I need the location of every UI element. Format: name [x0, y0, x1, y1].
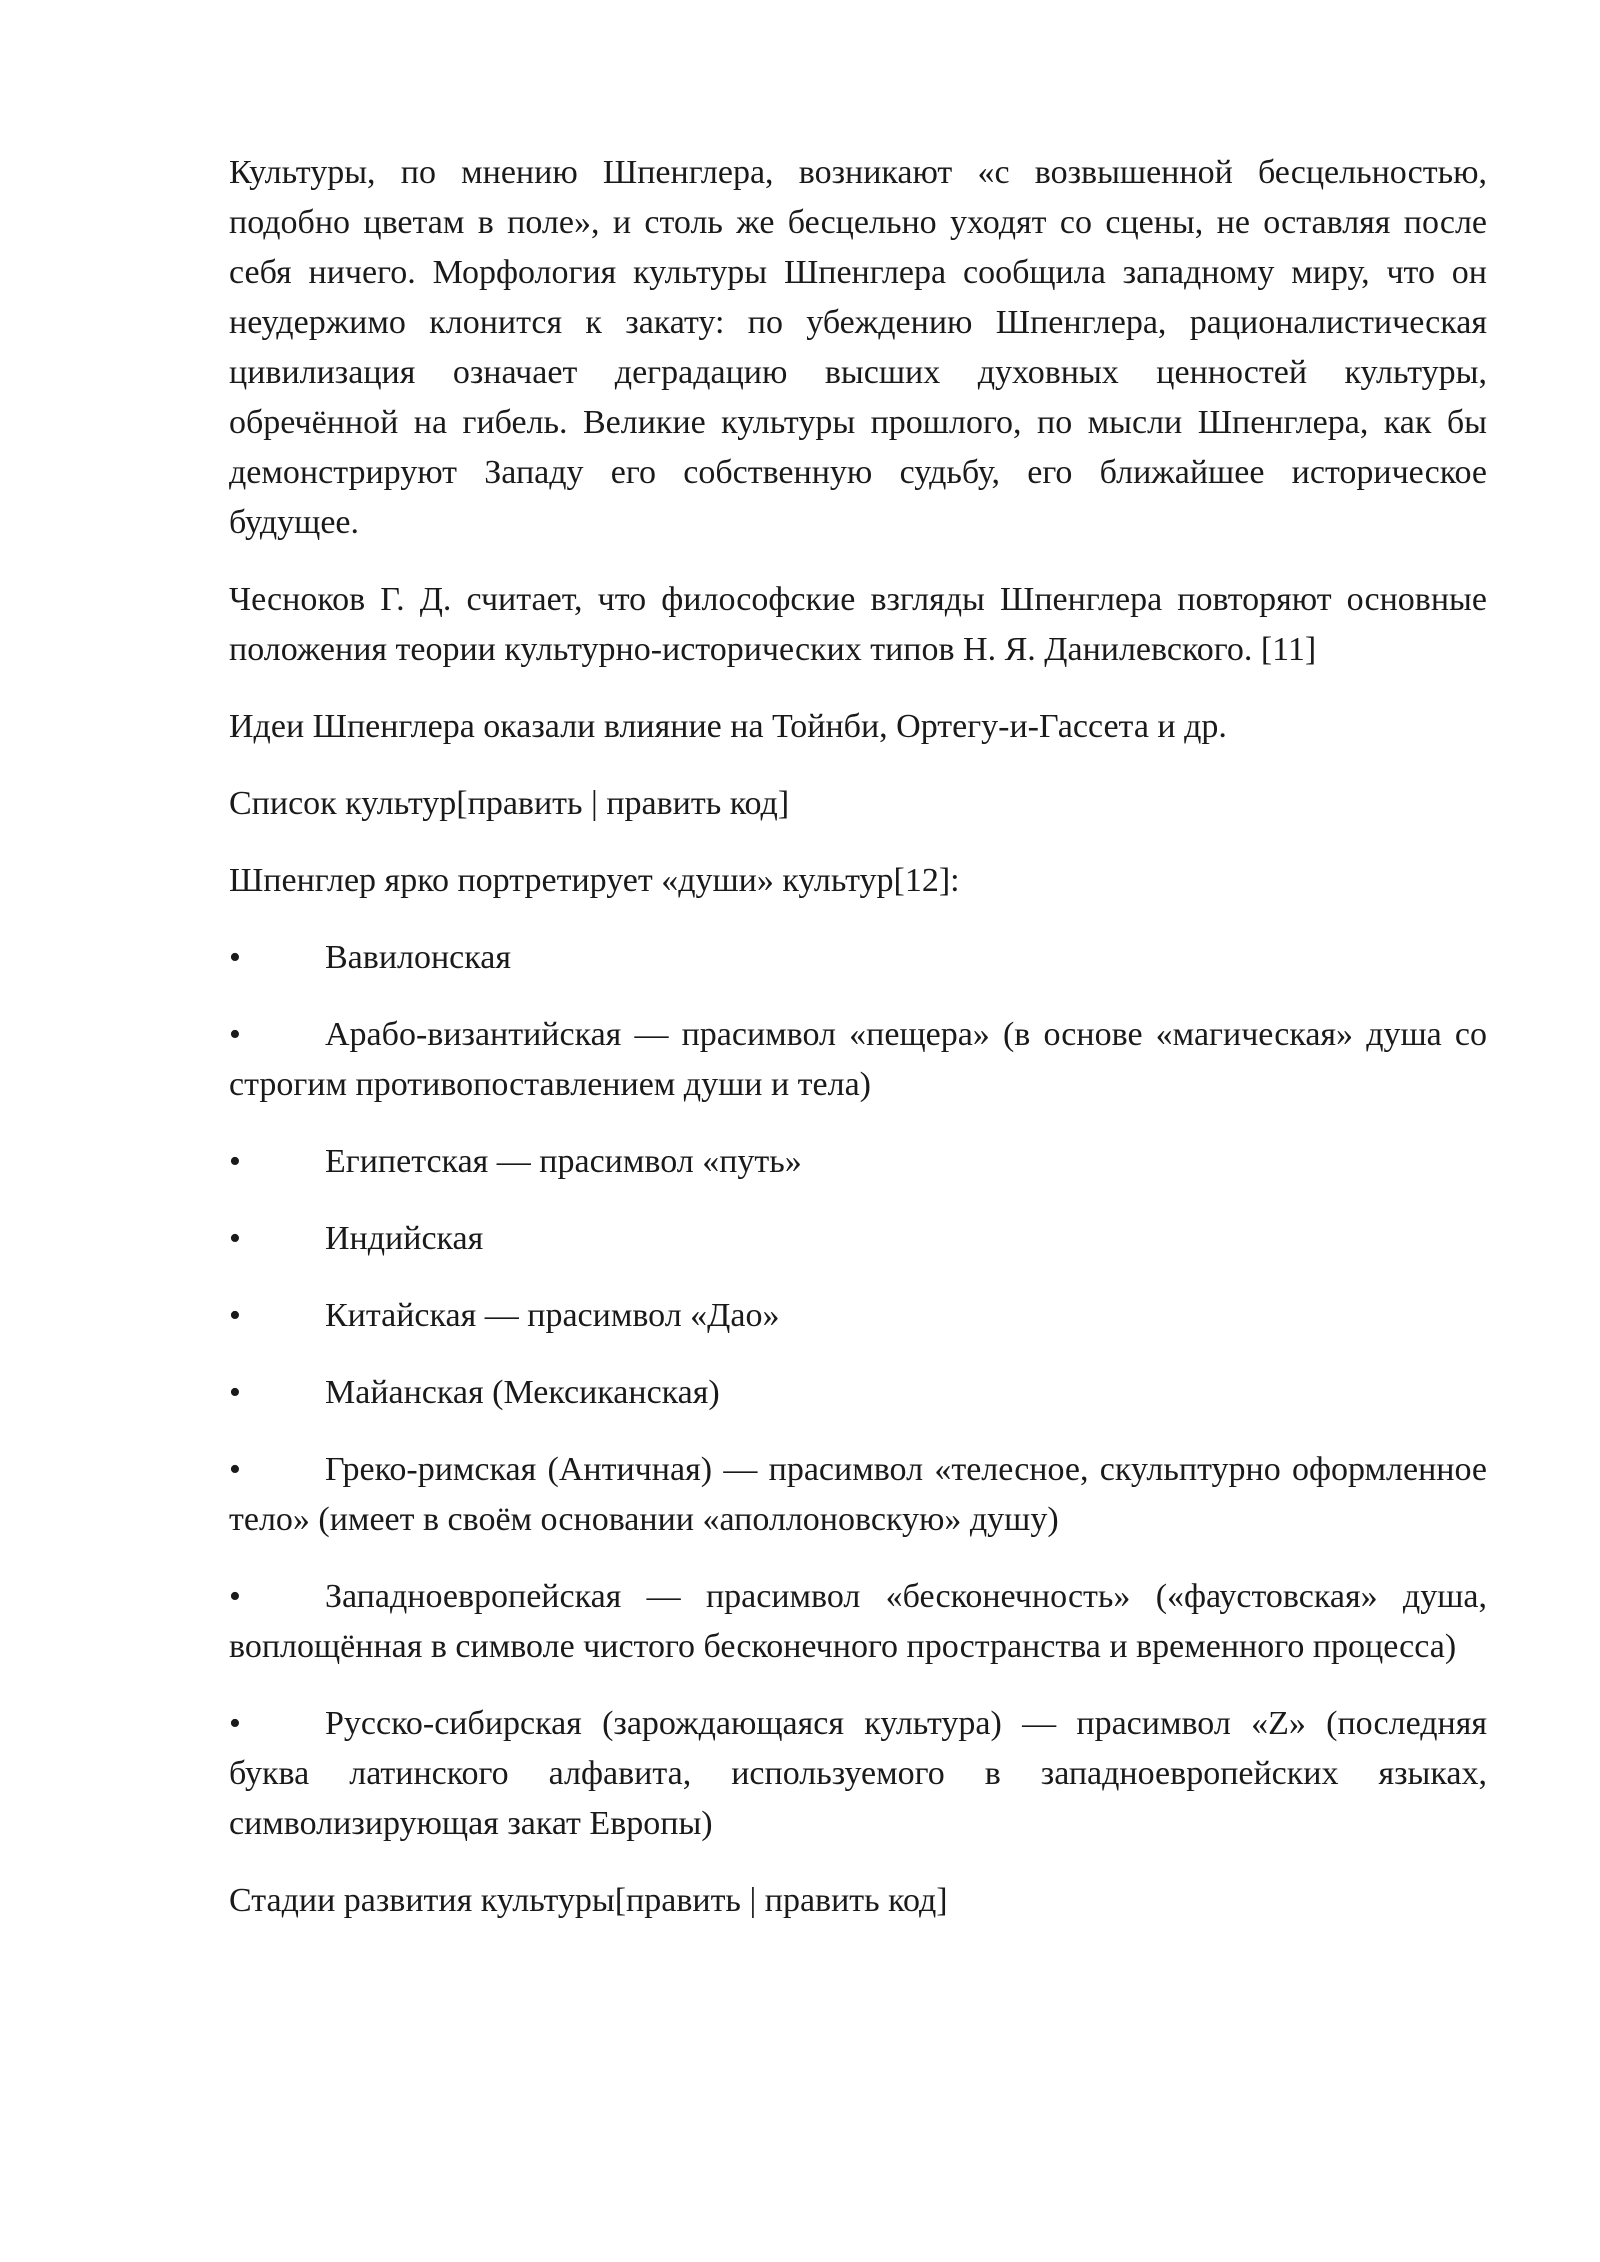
paragraph-influence: Идеи Шпенглера оказали влияние на Тойнби, Ортегу-и-Гассета и др. — [229, 708, 1227, 745]
bullet-icon: • — [229, 1705, 241, 1742]
list-item — [229, 933, 1487, 983]
paragraph-souls-intro: Шпенглер ярко портретирует «души» культур[12]: — [229, 862, 960, 899]
list-item — [229, 1137, 1487, 1187]
bullet-icon: • — [229, 939, 241, 976]
list-item — [229, 1572, 1487, 1672]
paragraph-spengler-cultures: Культуры, по мнению Шпенглера, возникают «с возвышенной бесцельностью, подобно цветам в поле», и столь же бесцельно уходят со сцены, не оставляя после себя ничего. Морфология культуры Шпенглера сообщила западному миру, что он неудержимо клонится к закату: по убеждению Шпенглера, рационалистическая цивилизация означает деградацию высших духовных ценностей культуры, обречённой на гибель. Великие культуры прошлого, по мысли Шпенглера, как бы демонстрируют Западу его собственную судьбу, его ближайшее историческое будущее. — [229, 154, 1487, 541]
bullet-icon: • — [229, 1374, 241, 1411]
bullet-icon: • — [229, 1016, 241, 1053]
bullet-icon: • — [229, 1578, 241, 1615]
list-item-text: Западноевропейская — прасимвол «бесконечность» («фаустовская» душа, воплощённая в символе чистого бесконечного пространства и временного процесса) — [229, 1578, 1487, 1665]
list-item-text: Арабо-византийская — прасимвол «пещера» (в основе «магическая» душа со строгим противопоставлением души и тела) — [229, 1016, 1487, 1103]
list-item — [229, 1291, 1487, 1341]
list-item — [229, 1010, 1487, 1110]
heading-culture-stages: Стадии развития культуры[править | править код] — [229, 1882, 948, 1919]
list-item-text: Русско-сибирская (зарождающаяся культура) — прасимвол «Z» (последняя буква латинского алфавита, используемого в западноевропейских языках, символизирующая закат Европы) — [229, 1705, 1487, 1842]
heading-culture-list: Список культур[править | править код] — [229, 785, 790, 822]
bullet-icon: • — [229, 1297, 241, 1334]
list-item — [229, 1214, 1487, 1264]
list-item — [229, 1368, 1487, 1418]
list-item-text: Вавилонская — [325, 939, 512, 976]
list-item-text: Китайская — прасимвол «Дао» — [325, 1297, 780, 1334]
document-page — [229, 148, 1487, 1953]
list-item-text: Индийская — [325, 1220, 484, 1257]
list-item — [229, 1699, 1487, 1849]
list-item — [229, 1445, 1487, 1545]
list-item-text: Майанская (Мексиканская) — [325, 1374, 720, 1411]
bullet-icon: • — [229, 1220, 241, 1257]
list-item-text: Египетская — прасимвол «путь» — [325, 1143, 802, 1180]
list-item-text: Греко-римская (Античная) — прасимвол «телесное, скульптурно оформленное тело» (имеет в своём основании «аполлоновскую» душу) — [229, 1451, 1487, 1538]
bullet-icon: • — [229, 1143, 241, 1180]
bullet-icon: • — [229, 1451, 241, 1488]
paragraph-chesnokov: Чесноков Г. Д. считает, что философские взгляды Шпенглера повторяют основные положения теории культурно-исторических типов Н. Я. Данилевского. [11] — [229, 581, 1487, 668]
